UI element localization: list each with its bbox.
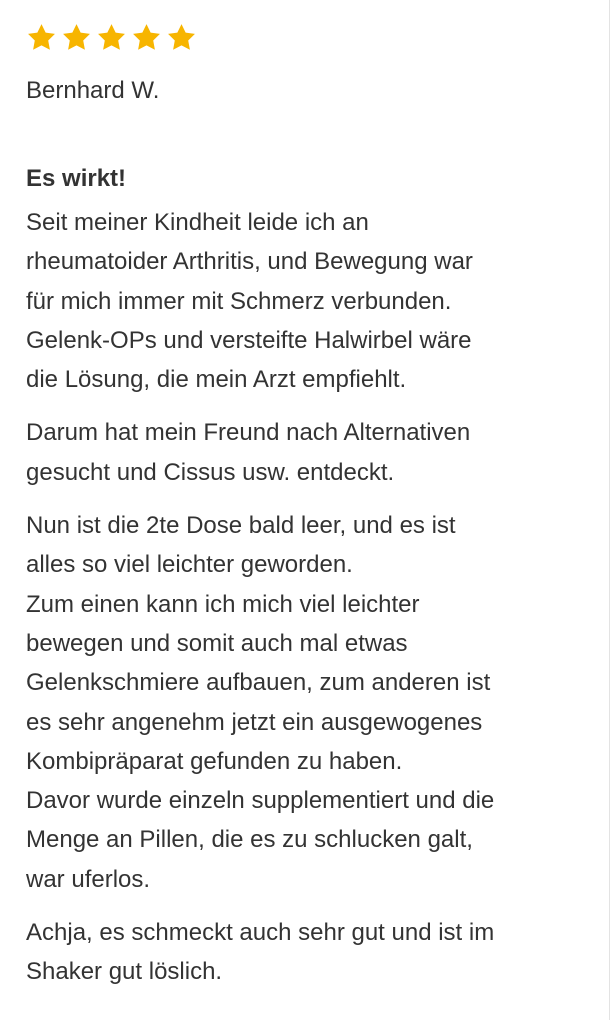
review-text-line: Achja, es schmeckt auch sehr gut und ist im xyxy=(26,919,495,947)
review-text-line: war uferlos. xyxy=(26,865,151,893)
review-paragraph xyxy=(26,913,586,992)
star-icon xyxy=(26,22,57,53)
star-icon xyxy=(96,22,127,53)
star-icon xyxy=(166,22,197,53)
review-text-line: Seit meiner Kindheit leide ich an xyxy=(26,209,369,236)
review-body xyxy=(26,203,586,992)
review-text-line: Gelenkschmiere aufbauen, zum anderen ist xyxy=(26,669,491,697)
review-text-line: alles so viel leichter geworden. xyxy=(26,551,353,579)
review-text-line: Darum hat mein Freund nach Alternativen xyxy=(26,419,471,447)
panel-divider xyxy=(609,0,610,1020)
review-text-line: Gelenk-OPs und versteifte Halwirbel wäre xyxy=(26,326,472,354)
review-author: Bernhard W. xyxy=(26,77,160,104)
star-icon xyxy=(61,22,92,53)
review-title: Es wirkt! xyxy=(26,165,127,192)
review-paragraph xyxy=(26,203,586,399)
review-text-line: die Lösung, die mein Arzt empfiehlt. xyxy=(26,366,407,394)
star-icon xyxy=(131,22,162,53)
review-text-line: Shaker gut löslich. xyxy=(26,958,223,986)
review-text-line: Zum einen kann ich mich viel leichter xyxy=(26,590,420,618)
star-rating xyxy=(26,18,586,56)
review-text-line: gesucht und Cissus usw. entdeckt. xyxy=(26,458,395,486)
review-text-line: rheumatoider Arthritis, und Bewegung war xyxy=(26,248,473,276)
review-text-line: es sehr angenehm jetzt ein ausgewogenes xyxy=(26,708,483,736)
review-paragraph xyxy=(26,413,586,492)
review-text-line: Nun ist die 2te Dose bald leer, und es ist xyxy=(26,512,456,540)
review-card xyxy=(26,18,586,1006)
review-text-line: bewegen und somit auch mal etwas xyxy=(26,629,408,657)
review-text-line: Kombipräparat gefunden zu haben. xyxy=(26,747,403,775)
review-paragraph xyxy=(26,506,586,899)
review-text-line: für mich immer mit Schmerz verbunden. xyxy=(26,287,452,315)
review-text-line: Menge an Pillen, die es zu schlucken galt, xyxy=(26,826,473,854)
review-text-line: Davor wurde einzeln supplementiert und die xyxy=(26,787,495,815)
